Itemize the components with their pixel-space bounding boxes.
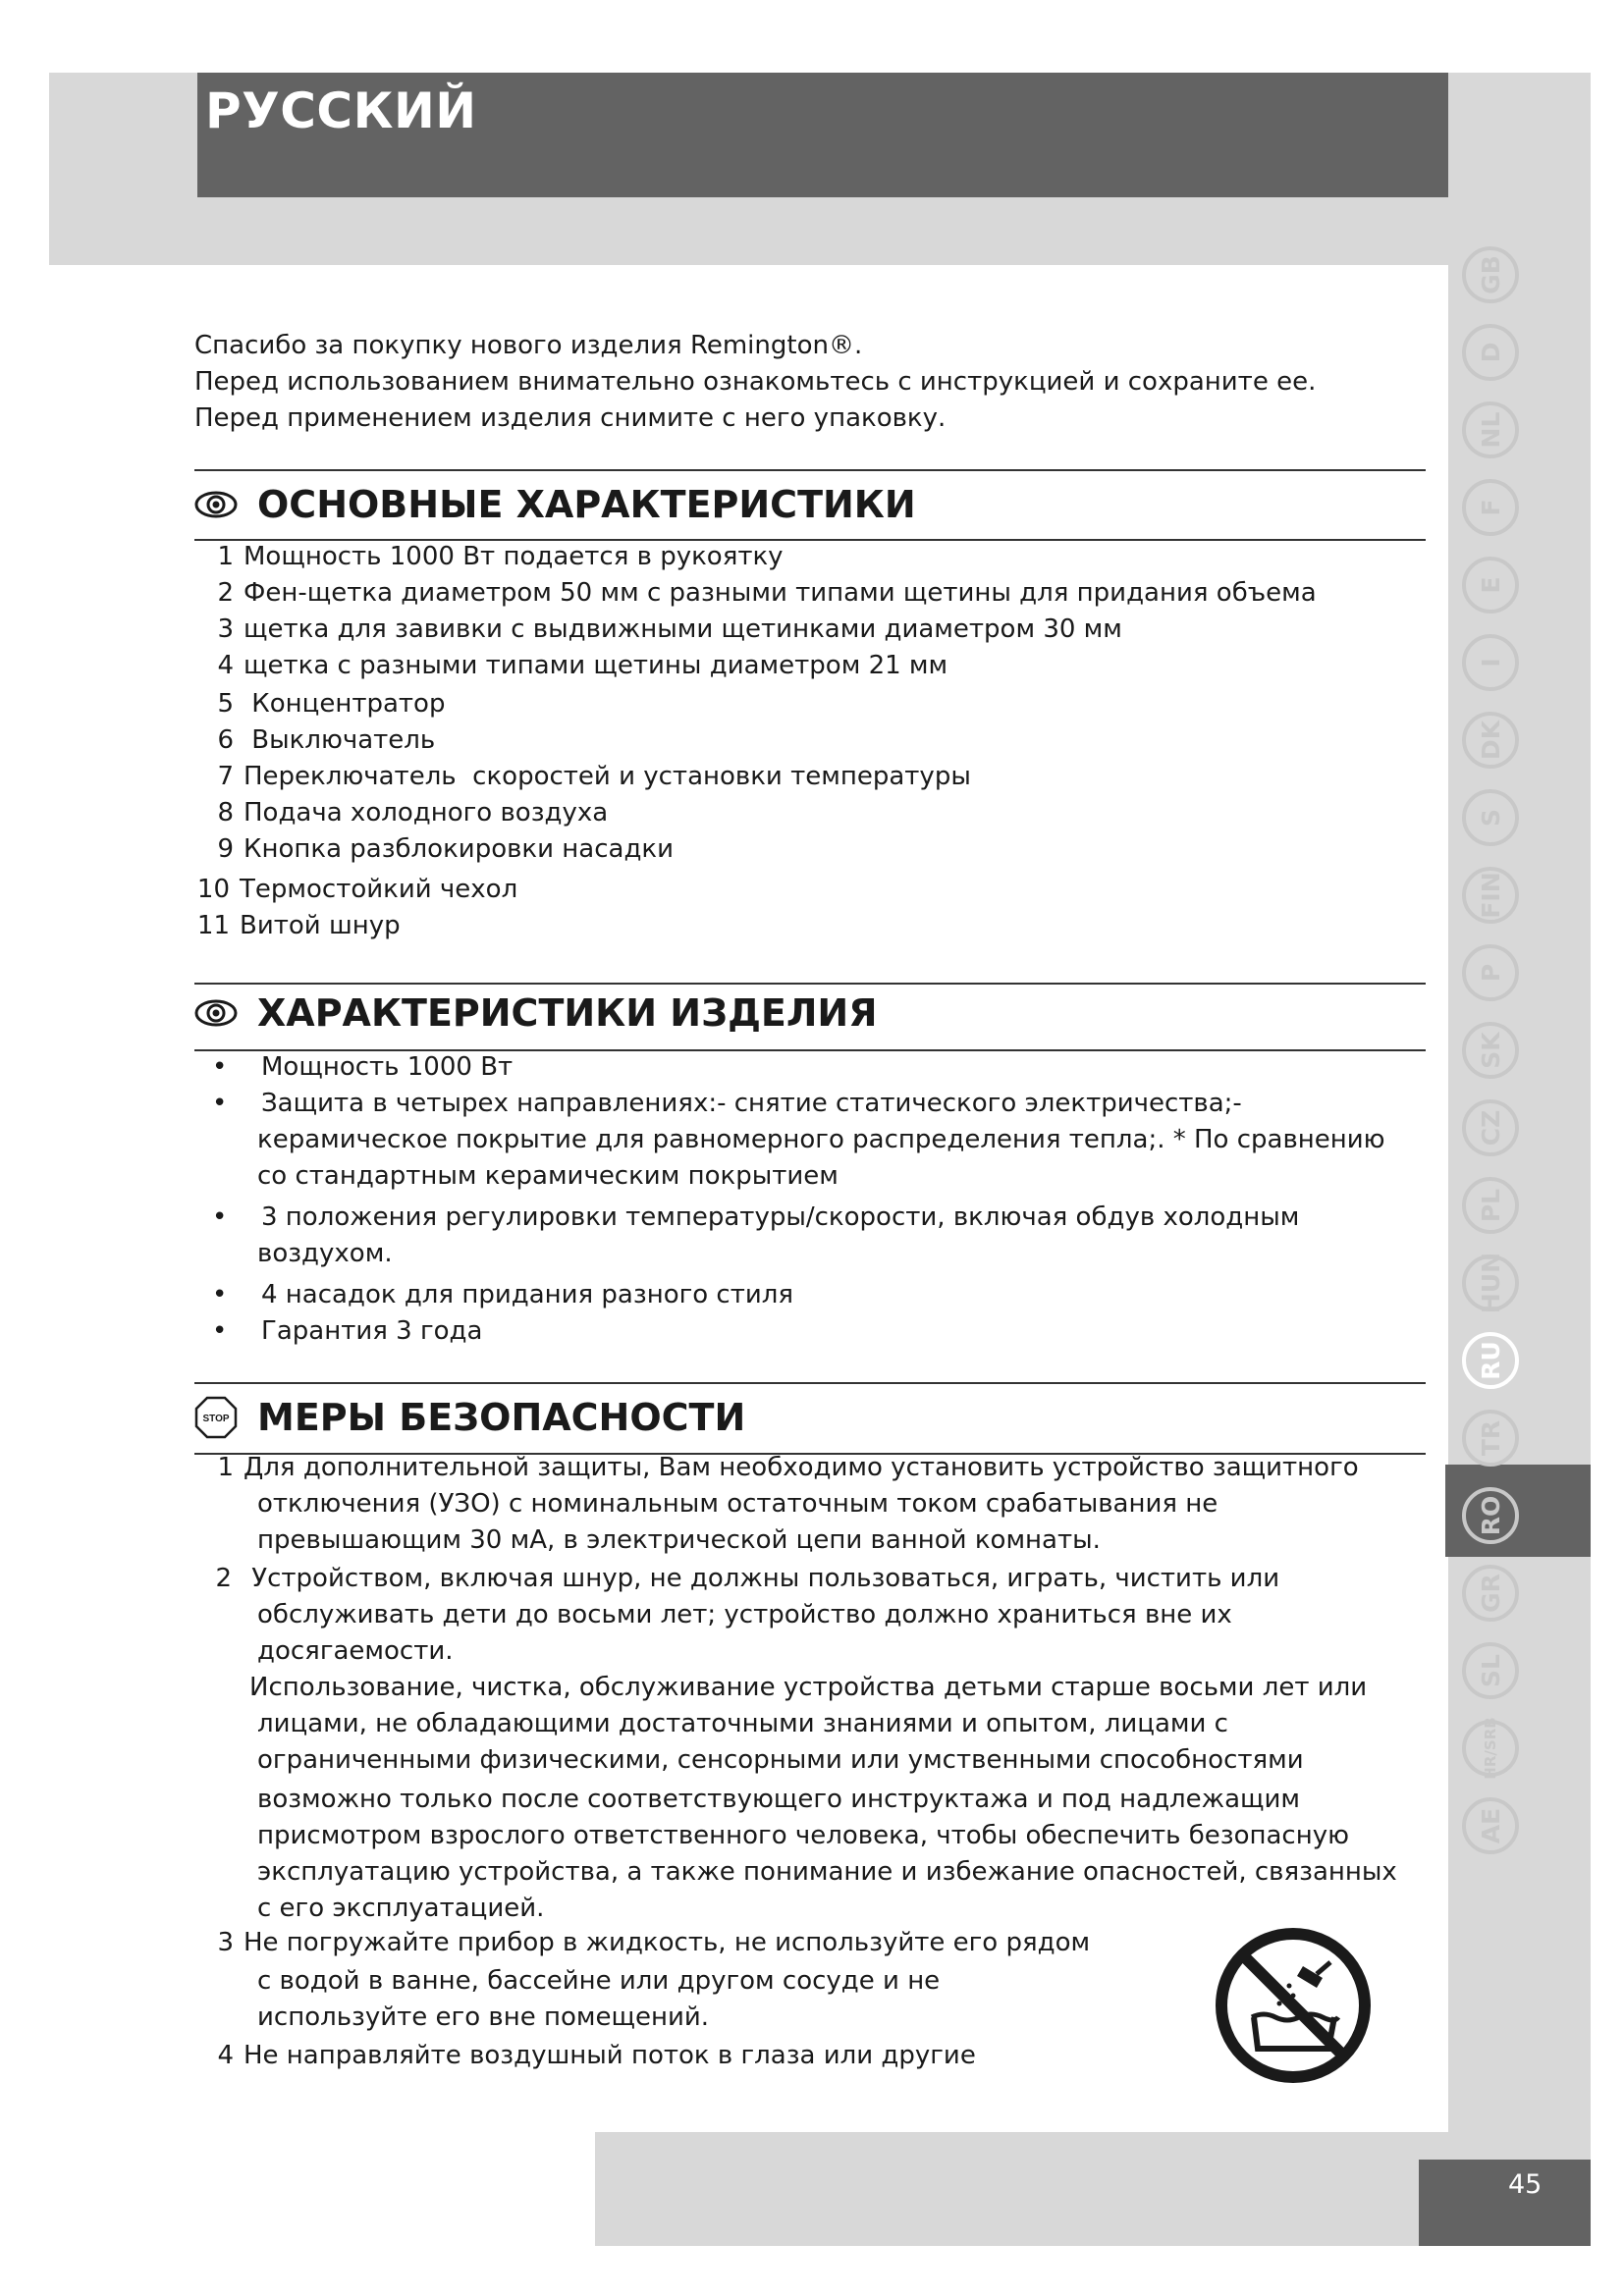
item-number: 1 (217, 1453, 234, 1482)
section-title: МЕРЫ БЕЗОПАСНОСТИ (257, 1396, 746, 1439)
bullet-marker: • (212, 1202, 228, 1232)
product-feature-line: 4 насадок для придания разного стиля (261, 1280, 794, 1309)
item-text: Мощность 1000 Вт подается в рукоятку (244, 542, 784, 571)
stop-label: STOP (202, 1414, 230, 1424)
item-number: 3 (217, 614, 234, 644)
safety-text: досягаемости. (257, 1636, 454, 1666)
item-text: Кнопка разблокировки насадки (244, 834, 675, 864)
language-code: F (1476, 499, 1505, 516)
item-number: 7 (217, 762, 234, 791)
safety-text: Использование, чистка, обслуживание устройства детьми старше восьми лет или (249, 1673, 1368, 1702)
item-text: Переключатель скоростей и установки температуры (244, 762, 971, 791)
language-tab-f[interactable] (1451, 468, 1530, 547)
intro-line: Спасибо за покупку нового изделия Remington®. (194, 331, 863, 360)
safety-text: отключения (УЗО) с номинальным остаточным током срабатывания не (257, 1489, 1218, 1519)
safety-text: используйте его вне помещений. (257, 2002, 710, 2032)
language-tab-fin[interactable] (1451, 856, 1530, 934)
language-tab-tr[interactable] (1451, 1399, 1530, 1477)
item-number: 8 (217, 798, 234, 828)
section-title: ОСНОВНЫЕ ХАРАКТЕРИСТИКИ (257, 483, 916, 526)
language-tab-hun[interactable] (1451, 1244, 1530, 1322)
language-code: GB (1476, 255, 1505, 294)
item-number: 3 (217, 1928, 234, 1957)
language-tab-d[interactable] (1451, 313, 1530, 392)
intro-line: Перед применением изделия снимите с него упаковку. (194, 403, 947, 433)
language-code: GR (1476, 1574, 1505, 1613)
item-text: Концентратор (244, 689, 446, 719)
safety-text: обслуживать дети до восьми лет; устройство должно храниться вне их (257, 1600, 1232, 1629)
safety-text: Не погружайте прибор в жидкость, не используйте его рядом (244, 1928, 1091, 1957)
language-tab-gr[interactable] (1451, 1554, 1530, 1632)
language-tab-sk[interactable] (1451, 1011, 1530, 1090)
language-code: RU (1476, 1341, 1505, 1380)
item-number: 10 (196, 875, 230, 904)
language-code: AE (1476, 1807, 1505, 1844)
intro-line: Перед использованием внимательно ознакомьтесь с инструкцией и сохраните ее. (194, 367, 1317, 397)
section-heading-product (194, 991, 878, 1035)
item-text: Фен-щетка диаметром 50 мм с разными типами щетины для придания объема (244, 578, 1317, 608)
language-code: SK (1476, 1032, 1505, 1069)
safety-text: превышающим 30 мА, в электрической цепи ванной комнаты. (257, 1525, 1101, 1555)
bullet-marker: • (212, 1280, 228, 1309)
item-text: Витой шнур (240, 911, 401, 940)
language-code: RO (1476, 1495, 1505, 1536)
item-number: 4 (217, 651, 234, 680)
safety-text: ограниченными физическими, сенсорными или умственными способностями (257, 1745, 1304, 1775)
bullet-marker: • (212, 1089, 228, 1118)
safety-text: Устройством, включая шнур, не должны пользоваться, играть, чистить или (244, 1564, 1280, 1593)
safety-text: эксплуатацию устройства, а также понимание и избежание опасностей, связанных (257, 1857, 1397, 1887)
page-title: РУССКИЙ (205, 82, 477, 139)
language-code: NL (1476, 411, 1505, 449)
product-feature-line: Гарантия 3 года (261, 1316, 483, 1346)
language-code: S (1476, 809, 1505, 828)
language-tab-e[interactable] (1451, 546, 1530, 624)
section-heading-features (194, 483, 916, 526)
safety-text: возможно только после соответствующего инструктажа и под надлежащим (257, 1785, 1301, 1814)
item-number: 6 (217, 725, 234, 755)
language-tab-i[interactable] (1451, 623, 1530, 702)
item-text: щетка для завивки с выдвижными щетинками диаметром 30 мм (244, 614, 1122, 644)
item-text: Выключатель (244, 725, 436, 755)
language-tab-pl[interactable] (1451, 1166, 1530, 1245)
section-rule (194, 469, 1426, 471)
item-text: Термостойкий чехол (240, 875, 518, 904)
safety-text: с его эксплуатацией. (257, 1894, 545, 1923)
section-title: ХАРАКТЕРИСТИКИ ИЗДЕЛИЯ (257, 991, 878, 1035)
language-code: CZ (1476, 1109, 1505, 1147)
language-code: FIN (1476, 872, 1505, 919)
language-code: TR (1476, 1419, 1505, 1457)
language-code: SL (1476, 1654, 1505, 1687)
item-number: 2 (215, 1564, 232, 1593)
language-tab-hr-srb[interactable] (1451, 1709, 1530, 1788)
item-number: 5 (217, 689, 234, 719)
item-number: 11 (196, 911, 230, 940)
product-feature-line: 3 положения регулировки температуры/скорости, включая обдув холодным (261, 1202, 1300, 1232)
language-code: D (1476, 342, 1505, 363)
language-tab-cz[interactable] (1451, 1089, 1530, 1167)
safety-text: присмотром взрослого ответственного человека, чтобы обеспечить безопасную (257, 1821, 1349, 1850)
language-code: DK (1476, 720, 1505, 761)
language-tab-sl[interactable] (1451, 1631, 1530, 1710)
safety-text: Не направляйте воздушный поток в глаза или другие (244, 2041, 976, 2070)
safety-text: лицами, не обладающими достаточными знаниями и опытом, лицами с (257, 1709, 1228, 1738)
language-code: HUN (1476, 1252, 1505, 1314)
language-tab-ae[interactable] (1451, 1787, 1530, 1865)
section-heading-safety (194, 1396, 745, 1439)
product-feature-line: воздухом. (257, 1239, 393, 1268)
item-text: щетка с разными типами щетины диаметром 21 мм (244, 651, 948, 680)
product-feature-line: Мощность 1000 Вт (261, 1052, 514, 1082)
language-code: PL (1476, 1188, 1505, 1223)
item-text: Подача холодного воздуха (244, 798, 609, 828)
item-number: 9 (217, 834, 234, 864)
language-tab-ru[interactable] (1451, 1321, 1530, 1400)
intro-text (194, 328, 1316, 437)
safety-text: с водой в ванне, бассейне или другом сосуде и не (257, 1966, 941, 1996)
product-feature-line: керамическое покрытие для равномерного распределения тепла;. * По сравнению (257, 1125, 1385, 1154)
page-number: 45 (1508, 2169, 1543, 2200)
product-feature-line: со стандартным керамическим покрытием (257, 1161, 839, 1191)
item-number: 2 (217, 578, 234, 608)
item-number: 4 (217, 2041, 234, 2070)
stop-icon (194, 1396, 238, 1439)
product-feature-line: Защита в четырех направлениях:- снятие статического электричества;- (261, 1089, 1242, 1118)
section-rule (194, 1382, 1426, 1384)
language-code: I (1476, 658, 1505, 667)
bullet-marker: • (212, 1052, 228, 1082)
language-tab-dk[interactable] (1451, 701, 1530, 779)
language-tab-s[interactable] (1451, 778, 1530, 857)
bullet-marker: • (212, 1316, 228, 1346)
language-tab-gb[interactable] (1451, 236, 1530, 314)
item-number: 1 (217, 542, 234, 571)
section-rule (194, 539, 1426, 541)
safety-text: Для дополнительной защиты, Вам необходимо установить устройство защитного (244, 1453, 1359, 1482)
language-code: P (1476, 963, 1505, 983)
language-tab-nl[interactable] (1451, 391, 1530, 469)
language-tab-p[interactable] (1451, 934, 1530, 1012)
language-tab-ro[interactable] (1451, 1476, 1530, 1555)
language-code: HR/SRB (1481, 1717, 1499, 1780)
no-water-immersion-icon (1215, 1927, 1372, 2084)
section-rule (194, 983, 1426, 985)
eye-icon (194, 991, 238, 1035)
eye-icon (194, 483, 238, 526)
section-rule (194, 1049, 1426, 1051)
language-code: E (1476, 576, 1505, 594)
